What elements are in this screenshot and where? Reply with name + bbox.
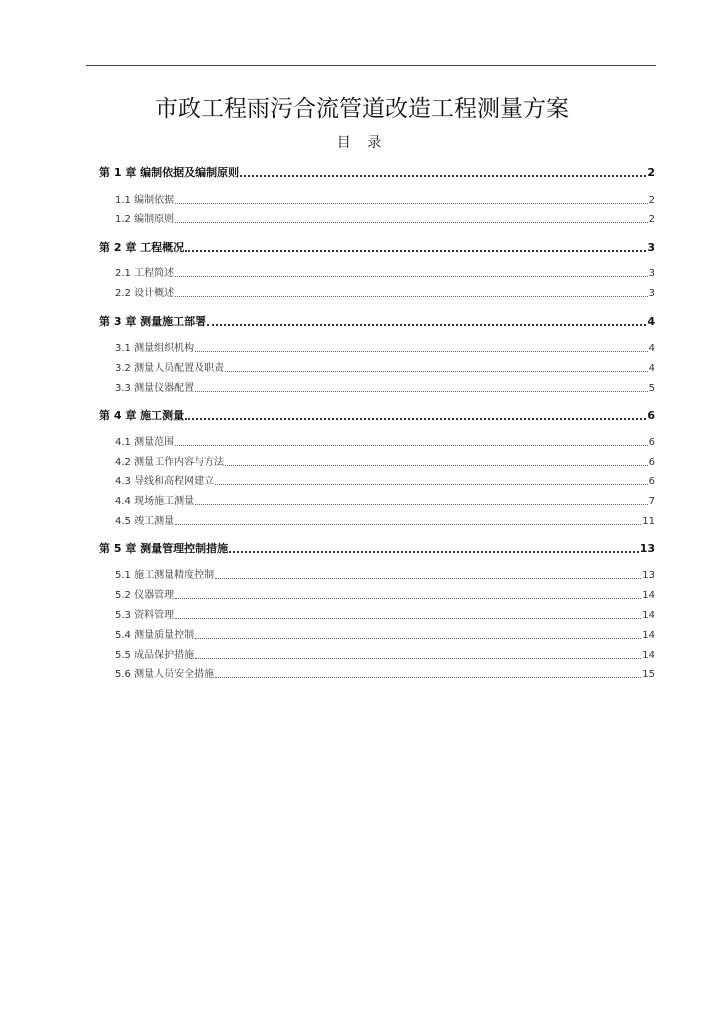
- toc-page-number: 2: [648, 214, 655, 225]
- toc-section-entry[interactable]: [115, 514, 655, 530]
- toc-page-number: 6: [648, 476, 655, 487]
- toc-section-entry[interactable]: [115, 455, 655, 471]
- toc-page-number: 2: [648, 195, 655, 206]
- toc-heading: 目 录: [336, 135, 388, 151]
- toc-leader-dots: [195, 381, 648, 392]
- toc-entry-label: 2.2 设计概述: [115, 288, 175, 299]
- toc-leader-dots: [195, 494, 648, 505]
- toc-chapter-entry[interactable]: [99, 314, 655, 330]
- toc-section-entry[interactable]: [115, 212, 655, 228]
- toc-entry-label: 3.3 测量仪器配置: [115, 383, 195, 394]
- toc-leader-dots: [185, 240, 646, 252]
- toc-entry-label: 第 4 章 施工测量: [99, 409, 185, 422]
- toc-page-number: 4: [648, 363, 655, 374]
- toc-entry-label: 第 2 章 工程概况: [99, 241, 185, 254]
- toc-page-number: 4: [648, 343, 655, 354]
- toc-entry-label: 第 5 章 测量管理控制措施: [99, 542, 229, 555]
- toc-leader-dots: [175, 266, 648, 277]
- toc-section-entry[interactable]: [115, 341, 655, 357]
- toc-leader-dots: [195, 648, 641, 659]
- toc-entry-label: 5.1 施工测量精度控制: [115, 570, 215, 581]
- toc-entry-label: 5.3 资料管理: [115, 610, 175, 621]
- toc-leader-dots: [195, 341, 648, 352]
- toc-section-entry[interactable]: [115, 588, 655, 604]
- toc-leader-dots: [175, 588, 641, 599]
- toc-entry-label: 5.4 测量质量控制: [115, 630, 195, 641]
- toc-leader-dots: [185, 408, 646, 420]
- toc-entry-label: 4.5 竣工测量: [115, 516, 175, 527]
- toc-leader-dots: [215, 474, 648, 485]
- toc-page-number: 5: [648, 383, 655, 394]
- toc-leader-dots: [175, 286, 648, 297]
- toc-leader-dots: [195, 628, 641, 639]
- toc-page-number: 11: [642, 516, 655, 527]
- toc-section-entry[interactable]: [115, 361, 655, 377]
- toc-leader-dots: [175, 514, 641, 525]
- toc-section-entry[interactable]: [115, 608, 655, 624]
- toc-page-number: 3: [647, 241, 655, 254]
- toc-entry-label: 1.2 编制原则: [115, 214, 175, 225]
- toc-page-number: 7: [648, 496, 655, 507]
- toc-leader-dots: [207, 314, 646, 326]
- toc-entry-label: 第 1 章 编制依据及编制原则: [99, 166, 240, 179]
- toc-page-number: 2: [647, 166, 655, 179]
- toc-page-number: 14: [642, 650, 655, 661]
- toc-entry-label: 2.1 工程简述: [115, 268, 175, 279]
- toc-section-entry[interactable]: [115, 435, 655, 451]
- toc-entry-label: 5.6 测量人员安全措施: [115, 669, 215, 680]
- toc-entry-label: 5.2 仪器管理: [115, 590, 175, 601]
- toc-section-entry[interactable]: [115, 667, 655, 683]
- toc-page-number: 14: [642, 630, 655, 641]
- toc-entry-label: 4.3 导线和高程网建立: [115, 476, 215, 487]
- toc-entry-label: 4.2 测量工作内容与方法: [115, 457, 225, 468]
- toc-leader-dots: [215, 568, 641, 579]
- toc-section-entry[interactable]: [115, 568, 655, 584]
- toc-entry-label: 4.4 现场施工测量: [115, 496, 195, 507]
- toc-chapter-entry[interactable]: [99, 165, 655, 181]
- toc-section-entry[interactable]: [115, 286, 655, 302]
- toc-leader-dots: [175, 435, 648, 446]
- toc-leader-dots: [175, 193, 648, 204]
- document-title: 市政工程雨污合流管道改造工程测量方案: [155, 96, 569, 122]
- toc-leader-dots: [240, 165, 646, 177]
- toc-page-number: 13: [642, 570, 655, 581]
- toc-page-number: 6: [648, 437, 655, 448]
- toc-chapter-entry[interactable]: [99, 541, 655, 557]
- toc-page-number: 14: [642, 590, 655, 601]
- toc-entry-label: 1.1 编制依据: [115, 195, 175, 206]
- toc-entry-label: 第 3 章 测量施工部署: [99, 315, 207, 328]
- toc-chapter-entry[interactable]: [99, 408, 655, 424]
- toc-entry-label: 3.2 测量人员配置及职责: [115, 363, 225, 374]
- toc-leader-dots: [175, 212, 648, 223]
- toc-page-number: 13: [639, 542, 655, 555]
- toc-entry-label: 3.1 测量组织机构: [115, 343, 195, 354]
- toc-section-entry[interactable]: [115, 193, 655, 209]
- toc-section-entry[interactable]: [115, 266, 655, 282]
- toc-leader-dots: [229, 541, 639, 553]
- toc-page-number: 3: [648, 268, 655, 279]
- toc-page-number: 6: [648, 457, 655, 468]
- toc-section-entry[interactable]: [115, 494, 655, 510]
- toc-section-entry[interactable]: [115, 628, 655, 644]
- toc-leader-dots: [215, 667, 641, 678]
- toc-leader-dots: [225, 361, 648, 372]
- toc-page-number: 15: [642, 669, 655, 680]
- toc-entry-label: 4.1 测量范围: [115, 437, 175, 448]
- toc-section-entry[interactable]: [115, 474, 655, 490]
- toc-entry-label: 5.5 成品保护措施: [115, 650, 195, 661]
- toc-chapter-entry[interactable]: [99, 240, 655, 256]
- toc-page-number: 4: [647, 315, 655, 328]
- toc-leader-dots: [175, 608, 641, 619]
- toc-section-entry[interactable]: [115, 381, 655, 397]
- toc-page-number: 3: [648, 288, 655, 299]
- toc-page-number: 14: [642, 610, 655, 621]
- toc-page-number: 6: [647, 409, 655, 422]
- toc-section-entry[interactable]: [115, 648, 655, 664]
- toc-leader-dots: [225, 455, 648, 466]
